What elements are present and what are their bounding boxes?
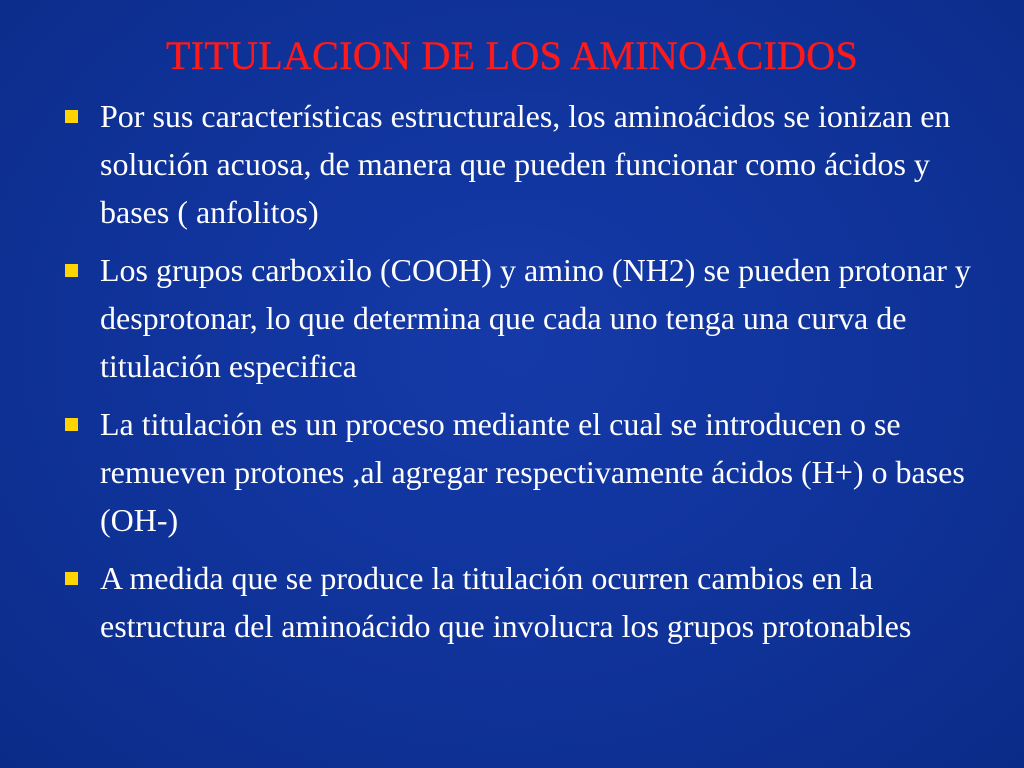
bullet-text: Los grupos carboxilo (COOH) y amino (NH2) se pueden protonar y desprotonar, lo que determina que cada uno tenga una curva de titulación especifica (100, 252, 971, 384)
square-bullet-icon (65, 572, 78, 585)
bullet-item (60, 554, 975, 650)
bullet-text: A medida que se produce la titulación ocurren cambios en la estructura del aminoácido que involucra los grupos protonables (100, 560, 912, 644)
bullet-text: Por sus características estructurales, los aminoácidos se ionizan en solución acuosa, de manera que pueden funcionar como ácidos y bases ( anfolitos) (100, 98, 951, 230)
bullet-item (60, 400, 975, 544)
square-bullet-icon (65, 110, 78, 123)
square-bullet-icon (65, 418, 78, 431)
bullet-item (60, 92, 975, 236)
square-bullet-icon (65, 264, 78, 277)
bullet-item (60, 246, 975, 390)
bullet-text: La titulación es un proceso mediante el cual se introducen o se remueven protones ,al agregar respectivamente ácidos (H+) o bases (OH-) (100, 406, 965, 538)
slide-title: TITULACION DE LOS AMINOACIDOS (165, 33, 858, 78)
bullet-list (60, 92, 975, 660)
